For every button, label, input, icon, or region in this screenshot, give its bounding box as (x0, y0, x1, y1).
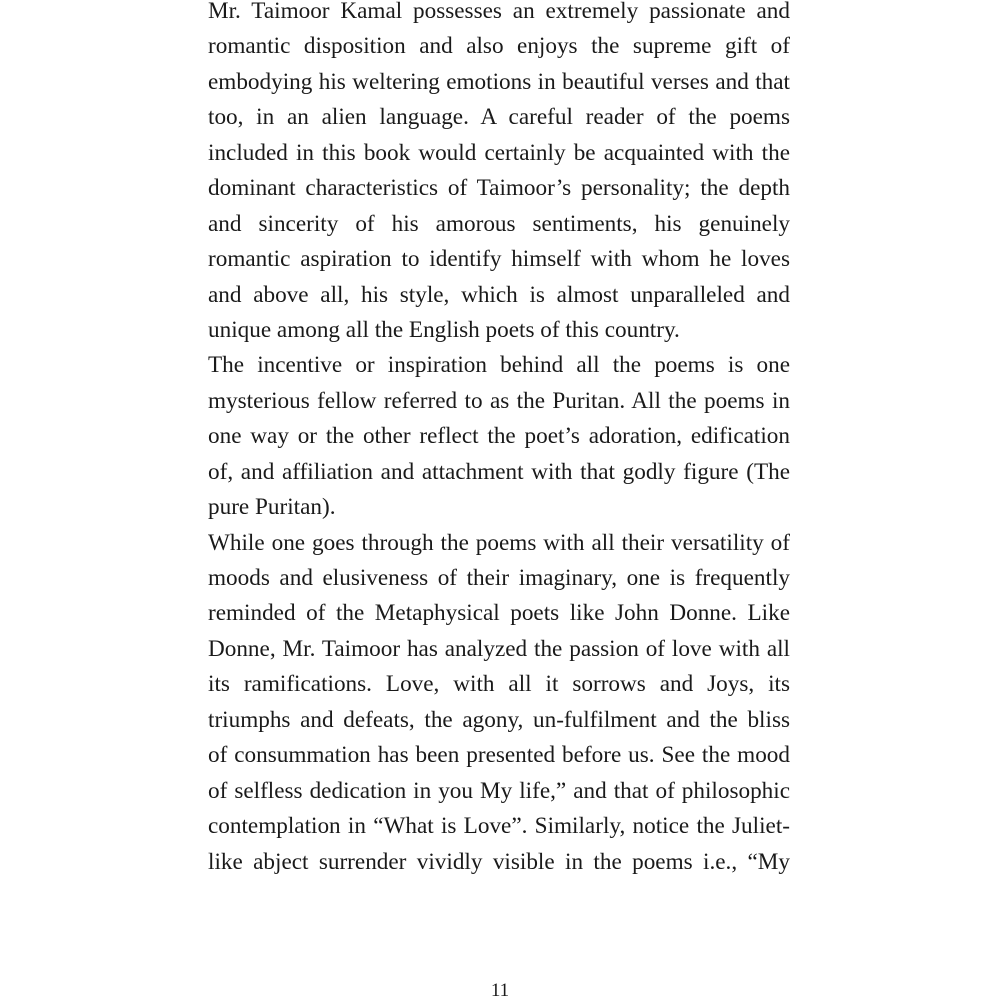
text-line: triumphs and defeats, the agony, un-fulfilment and the bliss (208, 706, 790, 733)
text-line: dominant characteristics of Taimoor’s personality; the depth (208, 175, 790, 202)
text-line: moods and elusiveness of their imaginary, one is frequently (208, 565, 790, 591)
text-line: like abject surrender vividly visible in the poems i.e., “My (208, 848, 790, 875)
text-line: one way or the other reflect the poet’s adoration, edification (208, 423, 790, 450)
text-line: unique among all the English poets of this country. (208, 316, 680, 343)
text-line: its ramifications. Love, with all it sorrows and Joys, its (208, 671, 790, 698)
page-number: 11 (490, 980, 510, 1001)
text-line: of selfless dedication in you My life,” and that of philosophic (208, 777, 790, 804)
text-line: embodying his weltering emotions in beautiful verses and that (208, 68, 790, 95)
text-line: of consummation has been presented before us. See the mood (208, 742, 790, 769)
text-line: While one goes through the poems with all their versatility of (208, 529, 790, 556)
text-line: too, in an alien language. A careful reader of the poems (208, 104, 790, 131)
text-line: included in this book would certainly be acquainted with the (208, 139, 790, 166)
text-line: and above all, his style, which is almost unparalleled and (208, 281, 790, 308)
paragraph-1 (208, 0, 790, 348)
text-line: romantic disposition and also enjoys the supreme gift of (208, 33, 790, 60)
text-line: romantic aspiration to identify himself with whom he loves (208, 246, 790, 273)
body-text (208, 0, 790, 880)
paragraph-3 (208, 526, 790, 880)
text-line: The incentive or inspiration behind all the poems is one (208, 352, 790, 379)
paragraph-2 (208, 348, 790, 525)
text-line: of, and affiliation and attachment with that godly figure (The (208, 458, 790, 485)
text-line: pure Puritan). (208, 494, 336, 521)
text-line: and sincerity of his amorous sentiments, his genuinely (208, 210, 790, 237)
text-line: reminded of the Metaphysical poets like John Donne. Like (208, 600, 790, 627)
text-line: contemplation in “What is Love”. Similarly, notice the Juliet- (208, 813, 790, 840)
text-line: Donne, Mr. Taimoor has analyzed the passion of love with all (208, 635, 790, 662)
text-line: Mr. Taimoor Kamal possesses an extremely passionate and (208, 0, 790, 24)
text-line: mysterious fellow referred to as the Puritan. All the poems in (208, 387, 790, 414)
